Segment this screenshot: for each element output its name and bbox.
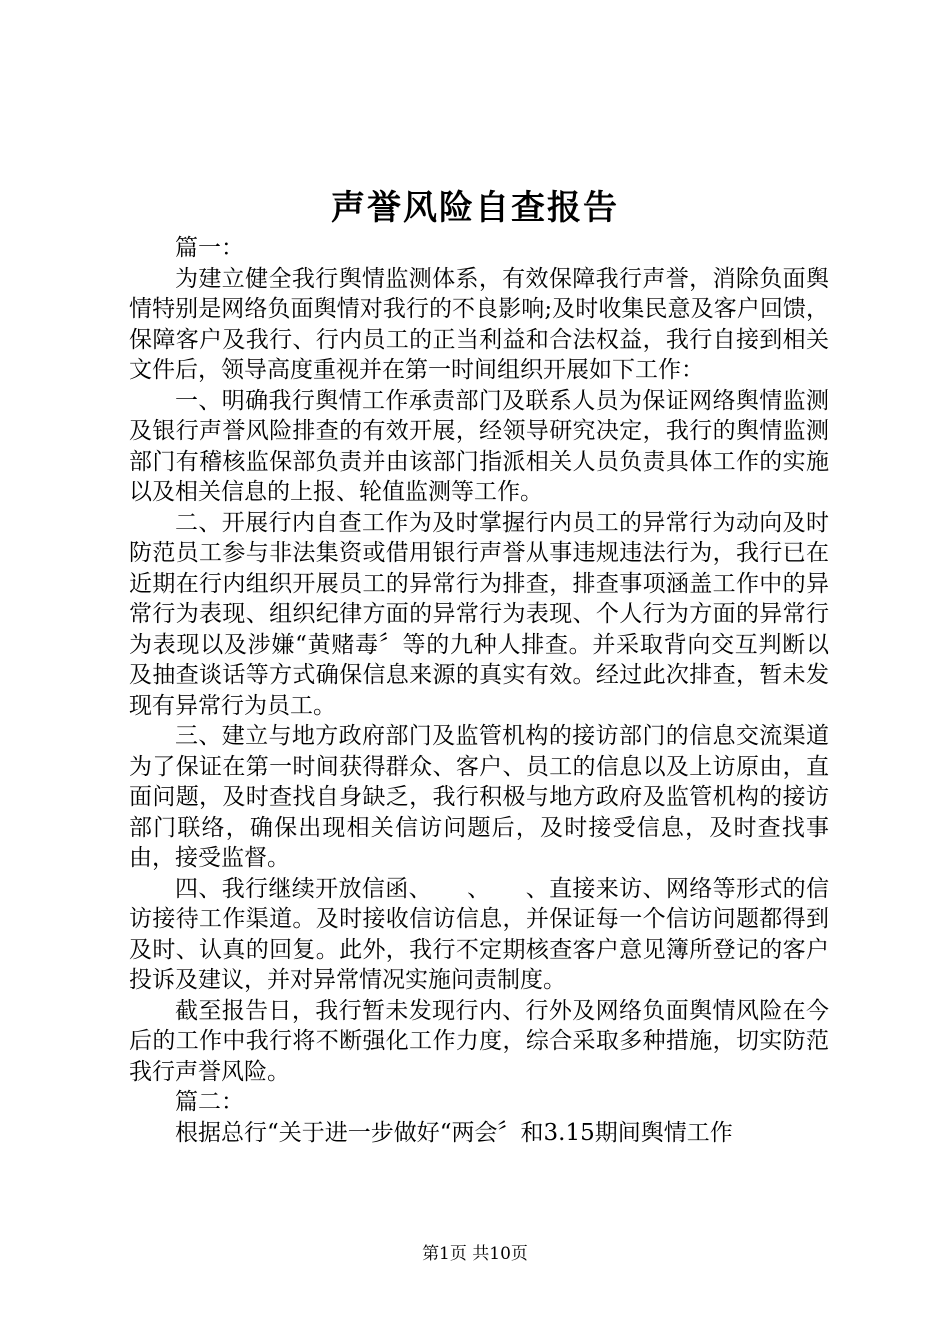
section-label-part-two: 篇二： [175, 1089, 244, 1115]
item-one-paragraph: 一、明确我行舆情工作承责部门及联系人员为保证网络舆情监测及银行声誉风险排查的有效开展，经领导研究决定，我行的舆情监测部门有稽核监保部负责并由该部门指派相关人员负责具体工作的实施以及相关信息的上报、轮值监测等工作。 [129, 387, 829, 505]
page-footer: 第1页 共10页 [422, 1244, 528, 1264]
item-two-paragraph: 二、开展行内自查工作为及时掌握行内员工的异常行为动向及时防范员工参与非法集资或借用银行声誉从事违规违法行为，我行已在近期在行内组织开展员工的异常行为排查，排查事项涵盖工作中的异常行为表现、组织纪律方面的异常行为表现、个人行为方面的异常行为表现以及涉嫌“黄赌毒〞等的九种人排查。并采取背向交互判断以及抽查谈话等方式确保信息来源的真实有效。经过此次排查，暂未发现有异常行为员工。 [129, 509, 829, 719]
document-body [129, 233, 829, 1148]
section-label-part-one: 篇一： [175, 235, 244, 261]
page-title: 声誉风险自查报告 [331, 188, 619, 228]
item-four-paragraph: 四、我行继续开放信函、 、 、直接来访、网络等形式的信访接待工作渠道。及时接收信访信息，并保证每一个信访问题都得到及时、认真的回复。此外，我行不定期核查客户意见簿所登记的客户投诉及建议，并对异常情况实施问责制度。 [129, 875, 829, 993]
intro-paragraph: 为建立健全我行舆情监测体系，有效保障我行声誉，消除负面舆情特别是网络负面舆情对我行的不良影响;及时收集民意及客户回馈，保障客户及我行、行内员工的正当利益和合法权益，我行自接到相关文件后，领导高度重视并在第一时间组织开展如下工作： [129, 265, 829, 383]
part-two-paragraph: 根据总行“关于进一步做好“两会〞和3.15期间舆情工作 [175, 1119, 733, 1146]
conclusion-paragraph: 截至报告日，我行暂未发现行内、行外及网络负面舆情风险在今后的工作中我行将不断强化工作力度，综合采取多种措施，切实防范我行声誉风险。 [129, 997, 829, 1085]
item-three-paragraph: 三、建立与地方政府部门及监管机构的接访部门的信息交流渠道为了保证在第一时间获得群众、客户、员工的信息以及上访原由，直面问题，及时查找自身缺乏，我行积极与地方政府及监管机构的接访部门联络，确保出现相关信访问题后，及时接受信息，及时查找事由，接受监督。 [129, 723, 829, 871]
